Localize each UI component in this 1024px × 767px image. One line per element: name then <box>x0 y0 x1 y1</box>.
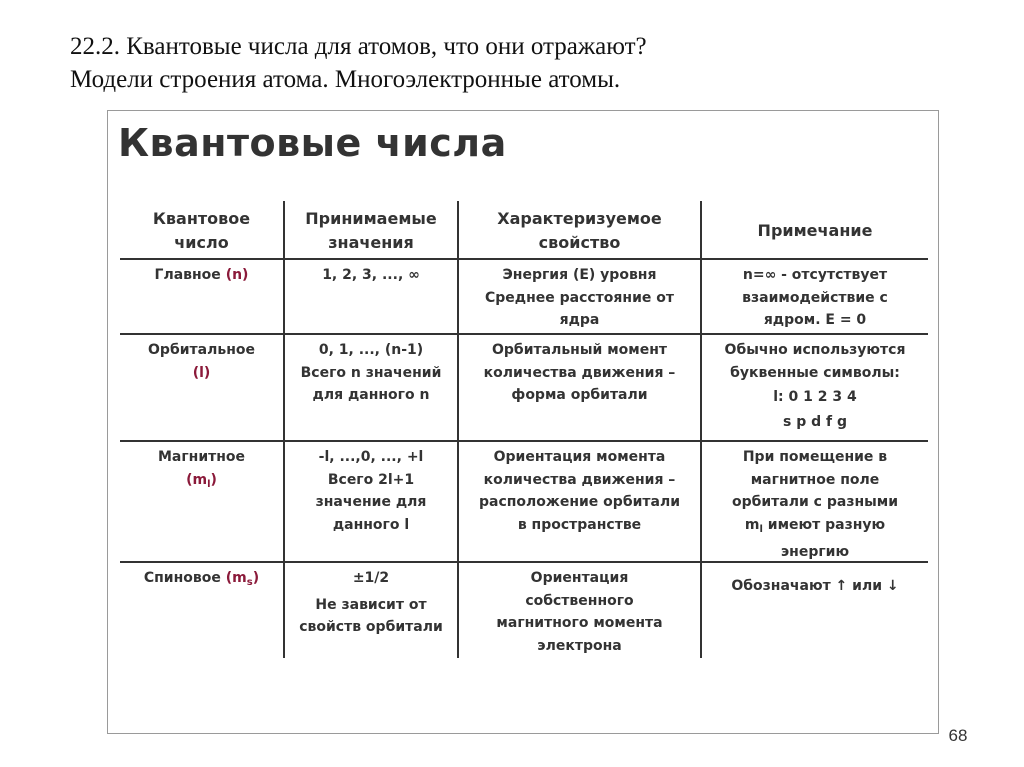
slide-title <box>70 30 647 96</box>
slide-title-line-1: 22.2. Квантовые числа для атомов, что они отражают? <box>70 33 647 60</box>
table-row-spin-property: Ориентация собственного магнитного момента электрона <box>496 570 663 654</box>
table-row-spin-note: Обозначают ↑ или ↓ <box>731 578 899 594</box>
table-row-magnetic-values: -l, ...,0, ..., +l Всего 2l+1 значение для данного l <box>315 449 427 533</box>
table-row-orbital-property: Орбитальный момент количества движения – форма орбитали <box>483 342 676 403</box>
figure-frame <box>107 110 939 734</box>
slide-title-line-2: Модели строения атома. Многоэлектронные атомы. <box>70 66 621 93</box>
table-row-principal-note: n=∞ - отсутствует взаимодействие с ядром. E = 0 <box>742 267 888 328</box>
table-row-spin-name: Спиновое $(m_s)$ <box>143 570 260 588</box>
table-row-spin-values: ±1/2 Не зависит от свойств орбитали <box>299 570 443 635</box>
page-number: 68 <box>948 726 968 745</box>
header-values: Принимаемые значения <box>305 209 437 252</box>
table-row-orbital-note: Обычно используются буквенные символы: l: 0 1 2 3 4 s p d f g <box>724 342 906 430</box>
table-row-divider-1 <box>120 258 928 260</box>
table-row-orbital-values: 0, 1, ..., (n-1) Всего n значений для данного n <box>300 342 442 403</box>
figure-heading: Квантовые числа <box>118 121 507 165</box>
header-property: Характеризуемое свойство <box>497 209 662 252</box>
table-row-magnetic-name: Магнитное $(m_l)$ <box>157 449 246 490</box>
table-row-magnetic-note: При помещение в магнитное поле орбитали с разными $m_l$ имеют разную энергию <box>731 449 899 560</box>
header-note: Примечание <box>757 221 873 240</box>
table-row-divider-2 <box>120 333 928 335</box>
table-row-orbital-name: Орбитальное (l) <box>148 342 255 381</box>
table-row-principal-property: Энергия (E) уровня Среднее расстояние от ядра <box>484 267 674 328</box>
table-row-magnetic-property: Ориентация момента количества движения – расположение орбитали в пространстве <box>478 449 681 533</box>
table-row-principal-name: Главное (n) <box>154 267 249 283</box>
table-row-principal-values: 1, 2, 3, ..., ∞ <box>322 267 420 283</box>
header-quantum-number: Квантовое число <box>152 209 251 252</box>
table-row-divider-3 <box>120 440 928 442</box>
